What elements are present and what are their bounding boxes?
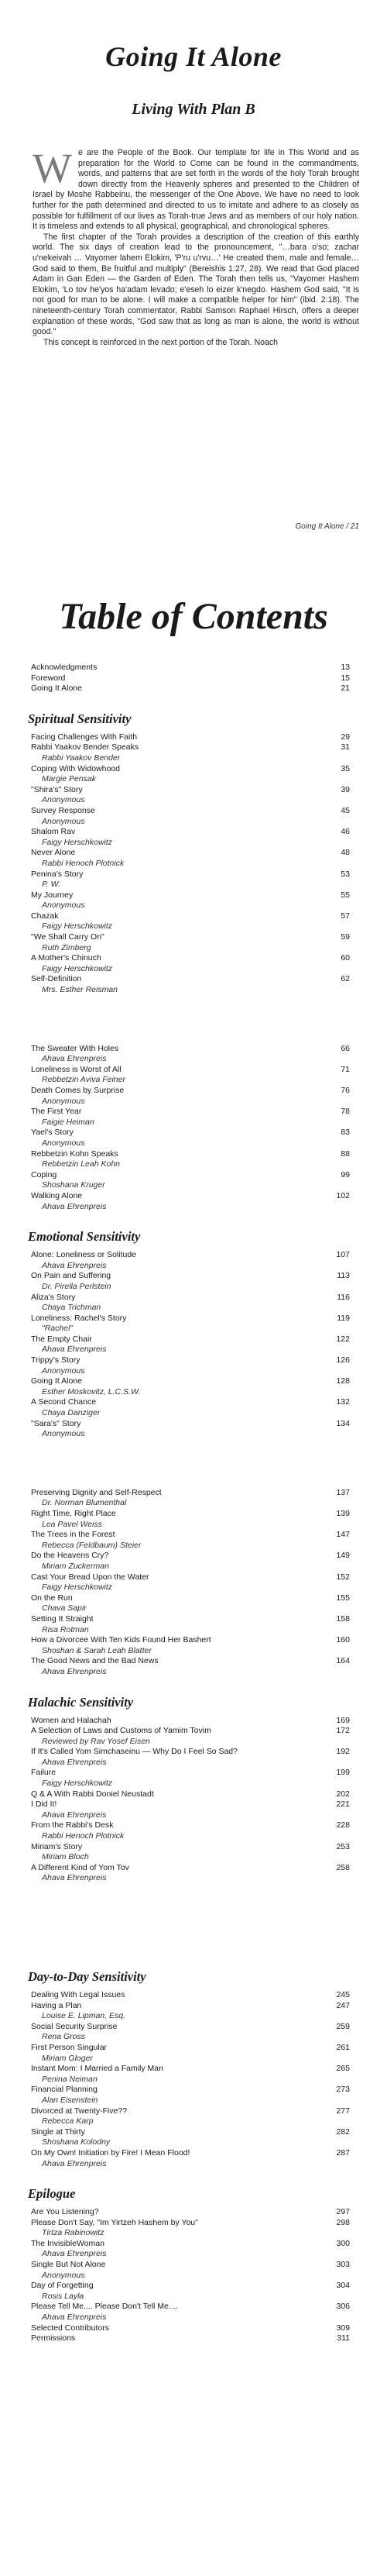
toc-entry: [31, 1044, 356, 1055]
toc-entry: [31, 663, 356, 673]
toc-entry: [31, 1726, 356, 1737]
toc-entry-page: 122: [336, 1334, 350, 1344]
toc-entry: [31, 1355, 356, 1366]
toc-entry-page: 172: [336, 1726, 350, 1736]
toc-entry-title: Q & A With Rabbi Doniel Neustadt: [31, 1789, 154, 1799]
toc-entry-page: 35: [341, 763, 350, 773]
paragraph: We are the People of the Book. Our template for life in This World and as preparation for the World to Come can be found in the commandments, words, and patterns that are set forth in the words of the holy Torah brought down directly from the Heavenly spheres and presented to the Children of Israel by Moshe Rabbeinu, the messenger of the One Above. We have no need to look further for the path determined and directed to us to imitate and adhere to as closely as possible for fulfillment of our lives as Torah-true Jews and as members of our holy nation. It is timeless and extends to all physical, geographical, and chronological spheres.: [33, 145, 359, 232]
toc-entry-author: Faigy Herschkowitz: [42, 1582, 113, 1593]
toc-entry: [31, 1572, 356, 1583]
toc-entry: [31, 1086, 356, 1097]
toc-entry-author: Shoshana Kruger: [42, 1180, 105, 1190]
toc-entry-page: 311: [337, 2333, 350, 2344]
toc-entry-author: Reviewed by Rav Yosef Eisen: [42, 1736, 150, 1746]
toc-entry-author: Ahava Ehrenpreis: [42, 1810, 107, 1820]
toc-entry-author: Dr. Norman Blumenthal: [42, 1498, 127, 1508]
toc-entry: [31, 1990, 356, 2001]
toc-entry-page: 128: [336, 1376, 350, 1386]
toc-entry-title: Foreword: [31, 673, 66, 683]
toc-entry-page: 149: [336, 1551, 350, 1561]
toc-entry-page: 53: [341, 869, 350, 879]
toc-list: [28, 663, 356, 2344]
toc-entry-page: 71: [341, 1064, 350, 1074]
toc-entry-author: Ahava Ehrenpreis: [42, 2158, 107, 2168]
toc-entry-title: Coping With Widowhood: [31, 763, 120, 773]
toc-entry-author: Miriam Gloger: [42, 2053, 93, 2063]
toc-entry: [31, 2043, 356, 2054]
toc-entry-page: 245: [336, 1990, 350, 1999]
page-folio: Going It Alone / 21: [295, 522, 359, 531]
toc-entry: [31, 2218, 356, 2229]
toc-entry-author: Ahava Ehrenpreis: [42, 1260, 107, 1270]
toc-entry: [31, 2281, 356, 2292]
drop-cap: W: [33, 145, 72, 191]
toc-entry: [31, 1551, 356, 1562]
toc-entry-author: Ahava Ehrenpreis: [42, 2249, 107, 2259]
toc-entry: [31, 932, 356, 943]
toc-entry-page: 139: [336, 1509, 350, 1518]
toc-entry-title: Chazak: [31, 911, 59, 921]
toc-entry: [31, 2302, 356, 2313]
toc-entry-title: Going It Alone: [31, 684, 82, 694]
toc-page-break: [31, 996, 356, 1044]
toc-entry: [31, 1656, 356, 1667]
toc-entry-title: Survey Response: [31, 805, 95, 815]
toc-page-break: [31, 1440, 356, 1488]
toc-entry-page: 228: [336, 1820, 350, 1830]
toc-entry: [31, 2001, 356, 2012]
toc-entry-author: "Rachel": [42, 1324, 74, 1334]
toc-entry-title: On My Own! Initiation by Fire! I Mean Flood!: [31, 2147, 190, 2158]
toc-entry-author: Margie Pensak: [42, 774, 97, 784]
toc-entry-author: Anonymous: [42, 795, 85, 805]
toc-entry-title: Loneliness: Rachel's Story: [31, 1313, 127, 1323]
toc-entry-title: Loneliness is Worst of All: [31, 1064, 122, 1074]
toc-entry-page: 303: [336, 2260, 350, 2270]
toc-entry-page: 78: [341, 1107, 350, 1117]
toc-entry-page: 297: [336, 2207, 350, 2217]
toc-entry-title: The First Year: [31, 1107, 82, 1117]
toc-entry: [31, 1334, 356, 1345]
toc-entry-author: Miriam Zuckerman: [42, 1561, 109, 1571]
toc-entry: [31, 1509, 356, 1520]
toc-entry-page: 160: [336, 1635, 350, 1645]
toc-entry-author: Anonymous: [42, 1096, 85, 1106]
toc-entry-page: 76: [341, 1086, 350, 1095]
toc-entry-title: A Selection of Laws and Customs of Yamim Tovim: [31, 1726, 211, 1736]
toc-entry-title: Coping: [31, 1169, 57, 1180]
chapter-page: [0, 0, 387, 531]
toc-entry-title: My Journey: [31, 890, 74, 900]
toc-entry-author: Faigy Herschkowitz: [42, 1779, 113, 1789]
toc-entry-title: "Sara's" Story: [31, 1418, 81, 1428]
toc-entry-page: 59: [341, 932, 350, 942]
toc-entry-author: Anonymous: [42, 816, 85, 826]
toc-entry-author: Shoshan & Sarah Leah Blatter: [42, 1645, 152, 1655]
toc-entry: [31, 764, 356, 775]
toc-entry-title: Financial Planning: [31, 2085, 98, 2095]
toc-entry-page: 45: [341, 805, 350, 815]
toc-entry-author: Rabbi Yaakov Bender: [42, 752, 121, 763]
paragraph: This concept is reinforced in the next portion of the Torah. Noach: [43, 337, 279, 347]
toc-entry-author: Risa Rotman: [42, 1624, 89, 1634]
toc-entry-page: 273: [336, 2085, 350, 2095]
toc-entry-page: 164: [336, 1656, 350, 1666]
toc-entry-page: 169: [336, 1715, 350, 1725]
toc-entry: [31, 1747, 356, 1758]
toc-entry-author: P. W.: [42, 880, 60, 890]
toc-entry-author: Chava Sapir: [42, 1603, 87, 1613]
toc-entry-page: 39: [341, 784, 350, 794]
toc-title: Table of Contents: [59, 596, 328, 637]
toc-entry-page: 31: [341, 742, 350, 752]
toc-entry-page: 258: [336, 1862, 350, 1872]
toc-entry-author: Rebecca (Feldbaum) Steier: [42, 1540, 142, 1550]
toc-entry-title: Walking Alone: [31, 1190, 83, 1200]
toc-entry-page: 46: [341, 827, 350, 837]
toc-entry: [31, 2022, 356, 2033]
toc-entry: [31, 2239, 356, 2250]
toc-entry-page: 259: [336, 2021, 350, 2031]
toc-entry-title: Women and Halachah: [31, 1715, 111, 1725]
toc-entry-page: 261: [336, 2042, 350, 2052]
toc-entry: [31, 1170, 356, 1181]
toc-entry-title: Please Tell Me.... Please Don't Tell Me....: [31, 2302, 178, 2312]
toc-entry-page: 116: [337, 1292, 350, 1302]
toc-entry-page: 298: [336, 2217, 350, 2227]
toc-entry-page: 102: [336, 1190, 350, 1200]
toc-entry: [31, 1149, 356, 1160]
toc-entry-title: Setting It Straight: [31, 1613, 94, 1624]
toc-entry-author: Rena Gross: [42, 2032, 86, 2042]
toc-entry-author: Rosis Layla: [42, 2291, 84, 2301]
toc-entry-author: Dr. Pirella Perlstein: [42, 1281, 111, 1291]
toc-entry-title: On Pain and Suffering: [31, 1271, 111, 1281]
toc-entry-title: Aliza's Story: [31, 1292, 76, 1302]
toc-entry: [31, 890, 356, 901]
toc-entry-title: Instant Mom: I Married a Family Man: [31, 2064, 163, 2074]
toc-entry-page: 304: [336, 2281, 350, 2291]
toc-entry-author: Chaya Trichman: [42, 1303, 101, 1313]
toc-entry-title: Right Time, Right Place: [31, 1509, 116, 1518]
toc-entry-title: On the Run: [31, 1593, 73, 1603]
toc-entry-page: 158: [336, 1613, 350, 1624]
toc-entry: [31, 684, 356, 694]
toc-entry-title: Miriam's Story: [31, 1841, 83, 1851]
toc-entry-page: 199: [336, 1768, 350, 1778]
toc-entry-author: Rebecca Karp: [42, 2116, 94, 2127]
toc-entry: [31, 1593, 356, 1604]
toc-entry: [31, 827, 356, 838]
toc-entry-page: 107: [336, 1250, 350, 1260]
toc-entry-title: Alone: Loneliness or Solitude: [31, 1250, 137, 1260]
toc-entry-page: 287: [336, 2147, 350, 2158]
toc-entry-page: 152: [336, 1572, 350, 1582]
toc-entry-author: Esther Moskovitz, L.C.S.W.: [42, 1386, 141, 1396]
toc-entry: [31, 2064, 356, 2075]
toc-entry-author: Rebbetzin Aviva Feiner: [42, 1075, 125, 1085]
toc-entry-author: Faigy Herschkowitz: [42, 837, 113, 847]
toc-entry: [31, 2127, 356, 2138]
toc-entry: [31, 2106, 356, 2117]
chapter-body: [33, 145, 359, 348]
toc-entry-title: Are You Listening?: [31, 2207, 99, 2217]
toc-entry-title: The Trees in the Forest: [31, 1530, 115, 1540]
toc-entry-title: Selected Contributors: [31, 2323, 109, 2333]
toc-entry-title: Shalom Rav: [31, 827, 76, 837]
toc-entry-title: Failure: [31, 1768, 57, 1778]
toc-entry-page: 137: [336, 1487, 350, 1497]
toc-entry-page: 119: [337, 1313, 350, 1323]
toc-entry: [31, 1635, 356, 1646]
toc-entry: [31, 1250, 356, 1261]
toc-entry-title: A Second Chance: [31, 1397, 97, 1407]
toc-entry-page: 113: [337, 1271, 350, 1281]
toc-entry: [31, 1107, 356, 1118]
toc-section-heading: Day-to-Day Sensitivity: [28, 1969, 146, 1984]
toc-entry: [31, 1768, 356, 1779]
toc-entry-page: 62: [341, 974, 350, 984]
toc-section-heading: Emotional Sensitivity: [28, 1229, 141, 1245]
toc-entry-page: 126: [336, 1355, 350, 1365]
toc-entry-title: "We Shall Carry On": [31, 932, 104, 942]
toc-entry: [31, 1530, 356, 1541]
toc-entry-title: Please Don't Say, "Im Yirtzeh Hashem by You": [31, 2217, 198, 2227]
toc-entry: [31, 953, 356, 964]
toc-entry-page: 57: [341, 911, 350, 921]
toc-entry-author: Miriam Bloch: [42, 1852, 89, 1862]
toc-entry: [31, 2207, 356, 2218]
toc-entry: [31, 1488, 356, 1499]
toc-entry: [31, 732, 356, 743]
toc-entry-author: Anonymous: [42, 2270, 85, 2280]
toc-entry: [31, 1376, 356, 1387]
toc-entry-author: Faigy Herschkowitz: [42, 963, 113, 973]
toc-entry: [31, 848, 356, 859]
toc-entry-title: The Sweater With Holes: [31, 1043, 119, 1053]
toc-entry: [31, 2148, 356, 2159]
toc-entry-title: If It's Called Yom Simchaseinu — Why Do I Feel So Sad?: [31, 1747, 238, 1757]
toc-entry-author: Ahava Ehrenpreis: [42, 1345, 107, 1355]
toc-entry-author: Anonymous: [42, 1365, 85, 1376]
toc-entry: [31, 673, 356, 684]
toc-entry-title: Penina's Story: [31, 869, 84, 879]
toc-entry-page: 99: [341, 1169, 350, 1180]
toc-entry: [31, 911, 356, 922]
toc-entry: [31, 742, 356, 753]
toc-entry-page: 132: [336, 1397, 350, 1407]
toc-entry: [31, 1293, 356, 1303]
toc-entry-author: Anonymous: [42, 901, 85, 911]
toc-entry-page: 306: [336, 2302, 350, 2312]
toc-entry-title: Do the Heavens Cry?: [31, 1551, 109, 1561]
toc-entry-author: Mrs. Esther Reisman: [42, 985, 118, 995]
toc-entry-title: I Did It!: [31, 1799, 57, 1810]
toc-entry-author: Anonymous: [42, 1138, 85, 1148]
toc-entry-title: "Shira's" Story: [31, 784, 83, 794]
toc-entry-title: First Person Singular: [31, 2042, 108, 2052]
toc-entry-page: 83: [341, 1128, 350, 1138]
toc-entry-title: A Different Kind of Yom Tov: [31, 1862, 129, 1872]
toc-entry-author: Lea Pavel Weiss: [42, 1519, 103, 1529]
toc-entry: [31, 1271, 356, 1282]
chapter-subtitle: Living With Plan B: [132, 101, 255, 118]
toc-entry: [31, 1314, 356, 1324]
toc-entry-title: Dealing With Legal Issues: [31, 1990, 125, 1999]
toc-entry-author: Penina Neiman: [42, 2074, 98, 2084]
toc-entry-page: 60: [341, 953, 350, 963]
toc-entry-page: 309: [336, 2323, 350, 2333]
toc-entry-title: Social Security Surprise: [31, 2021, 118, 2031]
toc-entry-author: Ahava Ehrenpreis: [42, 1873, 107, 1883]
toc-entry-title: Self-Definition: [31, 974, 82, 984]
toc-entry-page: 15: [341, 673, 350, 683]
paragraph: The first chapter of the Torah provides a description of the creation of this earthly world. The six days of creation lead to the pronouncement, "…bara o'so; zachar u'nekeivah … Vayomer lahem Elokim, 'P'ru u'rvu…' He created them, male and female… God said to them, Be fruitful and multiply" (Bereishis 1:27, 28). We read that God placed Adam in Gan Eden — the Garden of Eden. The Torah then tells us, "Vayomer Hashem Elokim, 'Lo tov he'yos ha'adam levado; e'eseh lo eizer k'negdo. Hashem God said, "It is not good for man to be alone. I will make a compatible helper for him" (ibid. 2:18). The nineteenth-century Torah commentator, Rabbi Samson Raphael Hirsch, offers a deeper explanation of these words, "God saw that as long as man is alone, the world is without good.": [33, 232, 359, 337]
toc-entry-author: Ruth Zimberg: [42, 942, 91, 952]
toc-entry: [31, 1191, 356, 1202]
toc-entry: [31, 870, 356, 880]
toc-entry-title: The Good News and the Bad News: [31, 1656, 159, 1666]
toc-section-heading: Epilogue: [28, 2186, 76, 2202]
toc-entry-title: Divorced at Twenty-Five??: [31, 2106, 128, 2116]
toc-entry-author: Ahava Ehrenpreis: [42, 1666, 107, 1676]
toc-entry-author: Chaya Danziger: [42, 1408, 101, 1418]
toc-entry: [31, 2085, 356, 2096]
toc-entry: [31, 1820, 356, 1831]
toc-entry: [31, 2323, 356, 2334]
toc-entry: [31, 1789, 356, 1800]
toc-entry-author: Rabbi Henoch Plotnick: [42, 858, 125, 868]
toc-entry-author: Louise E. Lipman, Esq.: [42, 2011, 125, 2021]
toc-entry-page: 300: [336, 2238, 350, 2248]
toc-section-heading: Halachic Sensitivity: [28, 1694, 134, 1710]
toc-entry: [31, 2333, 356, 2344]
toc-entry-page: 247: [336, 2000, 350, 2010]
toc-entry-author: Ahava Ehrenpreis: [42, 1757, 107, 1767]
toc-entry: [31, 1128, 356, 1138]
toc-entry-page: 147: [336, 1530, 350, 1540]
toc-page-break: [31, 1884, 356, 1952]
toc-entry-author: Rabbi Henoch Plotnick: [42, 1831, 125, 1841]
toc-entry-page: 221: [336, 1799, 350, 1810]
toc-entry: [31, 785, 356, 796]
toc-entry-author: Ahava Ehrenpreis: [42, 1054, 107, 1064]
toc-entry-author: Rebbetzin Leah Kohn: [42, 1159, 120, 1169]
toc-entry-page: 88: [341, 1149, 350, 1159]
toc-entry-title: Yael's Story: [31, 1128, 74, 1138]
toc-entry-page: 21: [341, 684, 350, 694]
toc-entry: [31, 2260, 356, 2271]
toc-entry: [31, 1419, 356, 1430]
toc-entry-page: 66: [341, 1043, 350, 1053]
toc-entry-page: 282: [336, 2127, 350, 2137]
toc-entry-page: 155: [336, 1593, 350, 1603]
toc-entry-title: Permissions: [31, 2333, 76, 2344]
toc-entry-page: 134: [336, 1418, 350, 1428]
toc-entry-author: Ahava Ehrenpreis: [42, 1201, 107, 1211]
toc-entry-page: 192: [336, 1747, 350, 1757]
toc-entry-title: A Mother's Chinuch: [31, 953, 101, 963]
toc-entry-title: The Empty Chair: [31, 1334, 92, 1344]
toc-entry-title: Facing Challenges With Faith: [31, 732, 138, 742]
toc-entry-title: Acknowledgments: [31, 663, 98, 672]
toc-page: [0, 542, 387, 2344]
toc-entry-title: How a Divorcee With Ten Kids Found Her Bashert: [31, 1635, 211, 1645]
toc-entry-title: Having a Plan: [31, 2000, 82, 2010]
toc-entry-author: Tirtza Rabinowitz: [42, 2228, 104, 2238]
toc-entry: [31, 974, 356, 985]
toc-entry-title: Trippy's Story: [31, 1355, 80, 1365]
toc-entry-title: The InvisibleWoman: [31, 2238, 104, 2248]
toc-entry-title: Day of Forgetting: [31, 2281, 94, 2291]
toc-entry: [31, 1614, 356, 1625]
toc-section-heading: Spiritual Sensitivity: [28, 711, 132, 726]
toc-entry-page: 265: [336, 2064, 350, 2074]
toc-entry: [31, 1799, 356, 1810]
toc-entry-author: Alan Eisenstein: [42, 2095, 98, 2105]
toc-entry-title: Preserving Dignity and Self-Respect: [31, 1487, 162, 1497]
toc-entry-page: 277: [336, 2106, 350, 2116]
toc-entry-page: 202: [336, 1789, 350, 1799]
toc-entry: [31, 1863, 356, 1874]
toc-entry: [31, 806, 356, 817]
toc-entry-title: Going It Alone: [31, 1376, 82, 1386]
toc-entry-author: Ahava Ehrenpreis: [42, 2313, 107, 2323]
toc-entry-title: From the Rabbi's Desk: [31, 1820, 114, 1830]
toc-entry-title: Single at Thirty: [31, 2127, 85, 2137]
toc-entry: [31, 1716, 356, 1727]
toc-entry-author: Faigy Herschkowitz: [42, 921, 113, 932]
toc-entry-author: Shoshana Kolodny: [42, 2137, 111, 2147]
toc-entry-page: 29: [341, 732, 350, 742]
toc-entry-page: 253: [336, 1841, 350, 1851]
toc-entry-page: 55: [341, 890, 350, 900]
chapter-title: Going It Alone: [105, 41, 282, 72]
toc-entry-title: Rebbetzin Kohn Speaks: [31, 1149, 118, 1159]
toc-entry-title: Never Alone: [31, 848, 76, 858]
toc-entry: [31, 1397, 356, 1408]
toc-entry-title: Death Comes by Surprise: [31, 1086, 125, 1095]
toc-entry-author: Anonymous: [42, 1429, 85, 1439]
toc-entry-page: 13: [341, 663, 350, 672]
toc-entry-page: 48: [341, 848, 350, 858]
toc-entry: [31, 1842, 356, 1853]
toc-entry: [31, 1065, 356, 1076]
toc-entry-author: Faigie Heiman: [42, 1117, 94, 1127]
toc-entry-title: Cast Your Bread Upon the Water: [31, 1572, 149, 1582]
toc-entry-title: Single But Not Alone: [31, 2260, 106, 2270]
toc-entry-title: Rabbi Yaakov Bender Speaks: [31, 742, 139, 752]
